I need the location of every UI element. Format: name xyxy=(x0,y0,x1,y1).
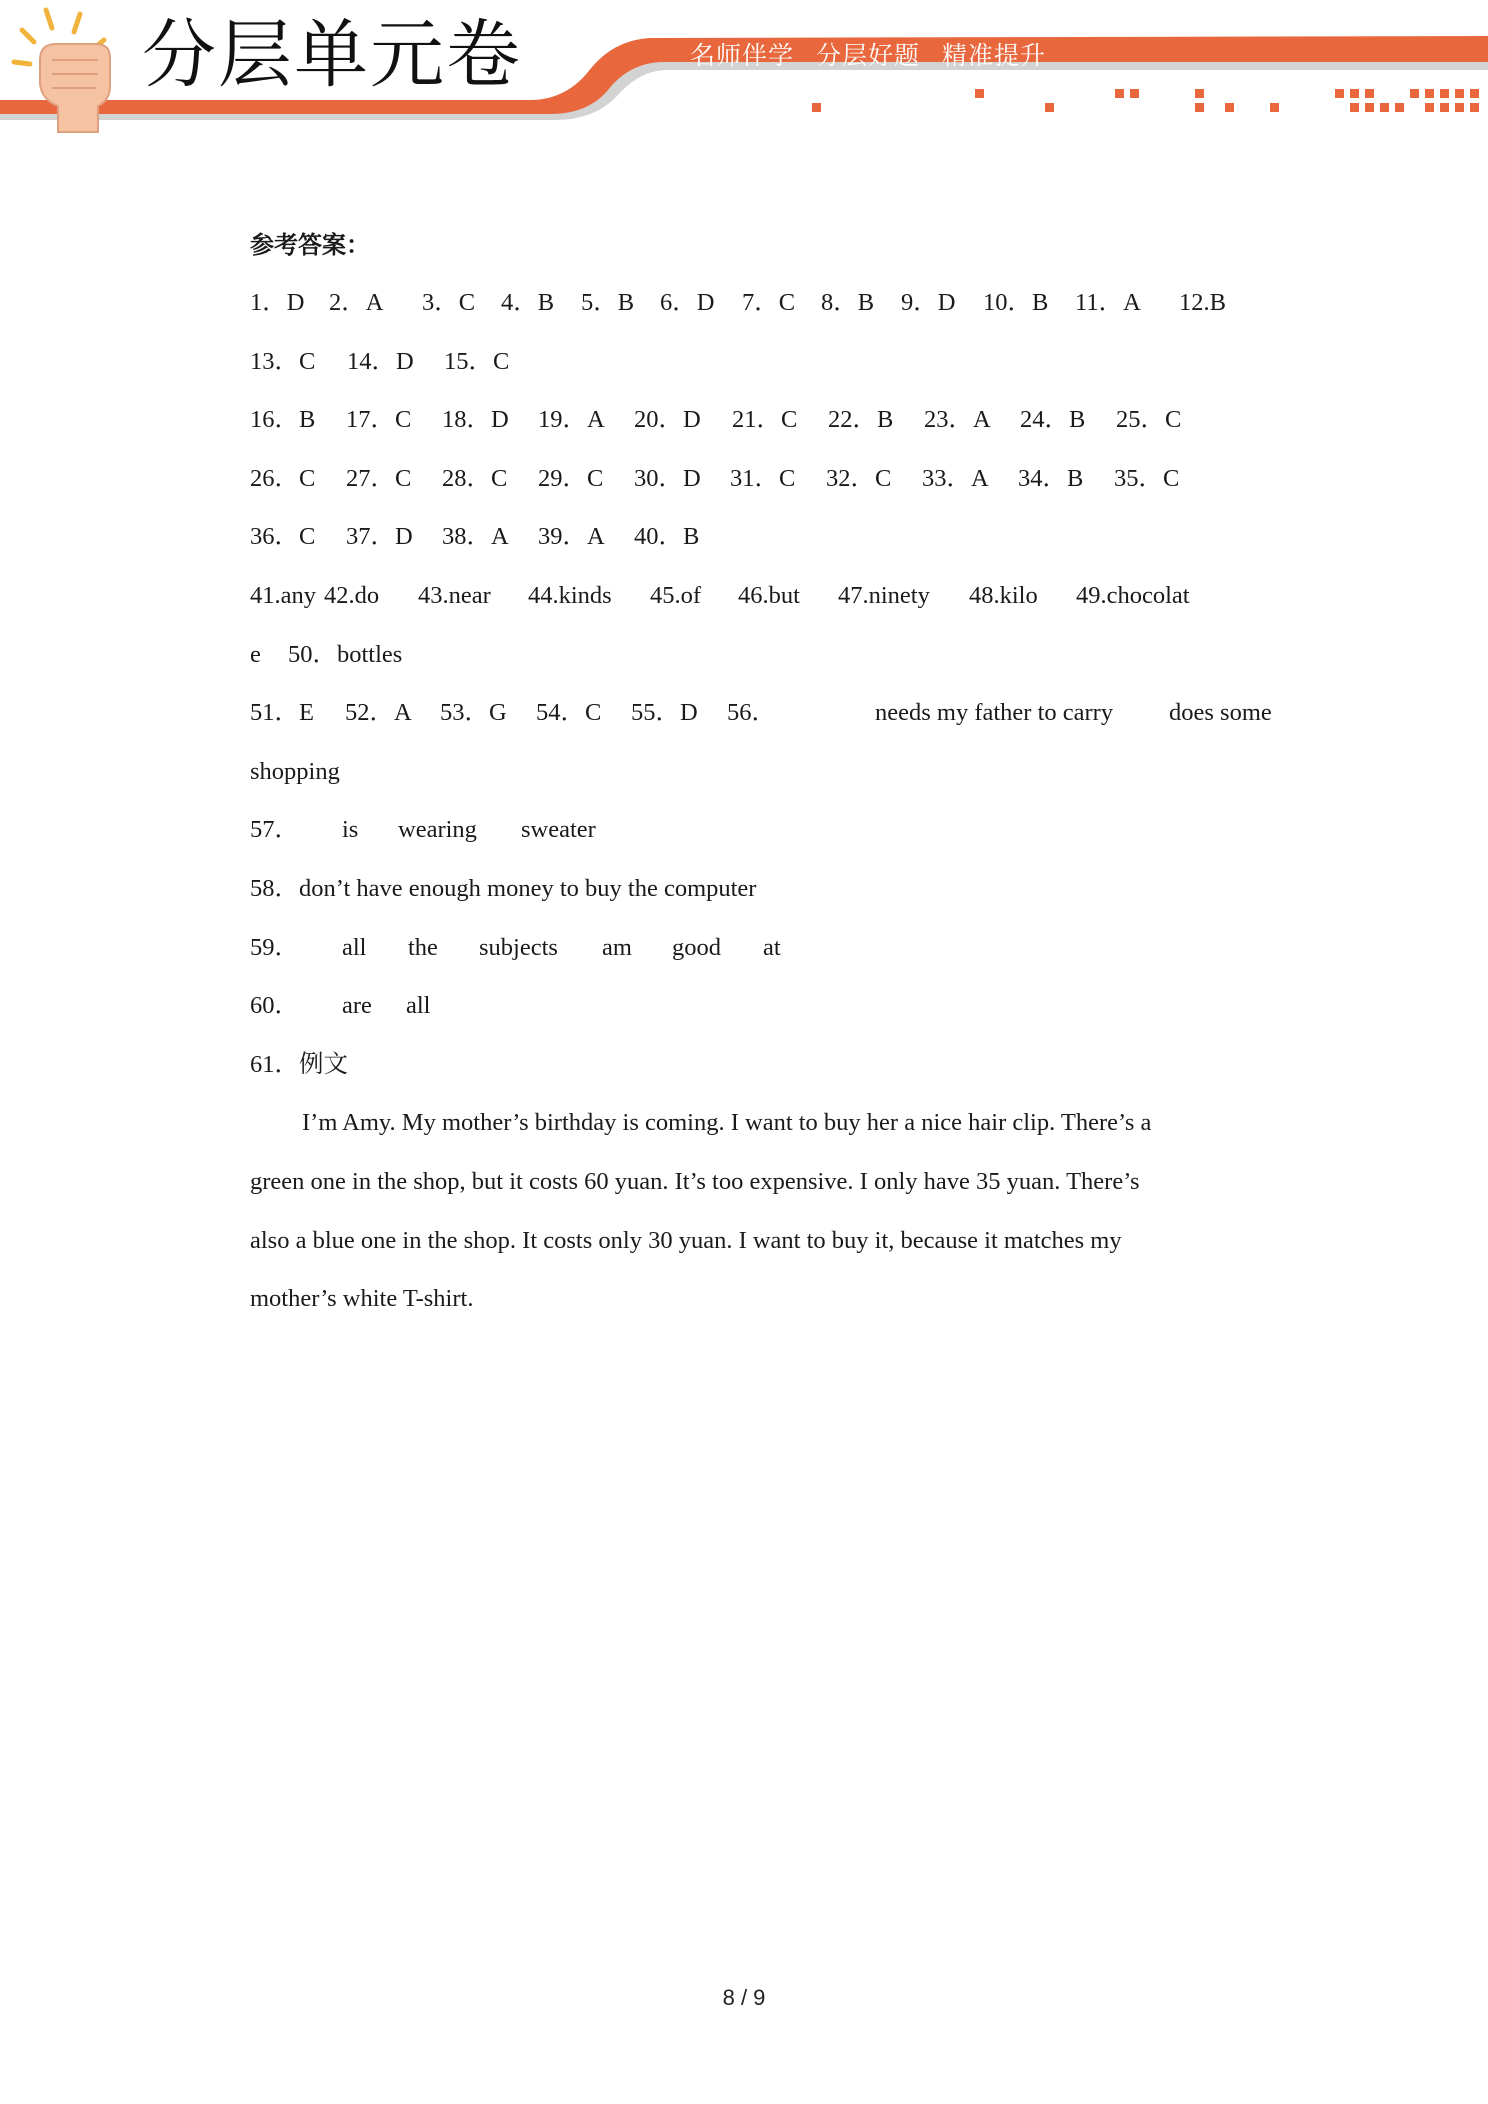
answer-item: 49.chocolat xyxy=(1076,581,1190,609)
answer-item: 28．C xyxy=(442,464,508,492)
answer-row xyxy=(250,977,1250,1036)
answer-item: 32．C xyxy=(826,464,892,492)
answer-item: 13．C xyxy=(250,347,316,375)
answer-item: 41.any xyxy=(250,581,316,609)
answer-row xyxy=(250,684,1272,743)
essay-line: mother’s white T-shirt. xyxy=(250,1285,474,1313)
answer-item: wearing xyxy=(398,816,477,844)
answer-item: 7．C xyxy=(742,289,796,316)
answer-item: 42.do xyxy=(324,581,380,609)
essay-line: I’m Amy. My mother’s birthday is coming. I want to buy her a nice hair clip. There’s a xyxy=(302,1109,1152,1137)
answer-item: at xyxy=(763,933,781,961)
answer-item: 15．C xyxy=(444,347,510,375)
answer-item: 1．D xyxy=(250,289,305,316)
essay-line: green one in the shop, but it costs 60 yuan. It’s too expensive. I only have 35 yuan. There’s xyxy=(250,1167,1140,1195)
answer-item: 29．C xyxy=(538,464,604,492)
answer-row xyxy=(250,450,1250,509)
essay-line: also a blue one in the shop. It costs only 30 yuan. I want to buy it, because it matches my xyxy=(250,1226,1122,1254)
answer-title: 参考答案： xyxy=(250,230,370,259)
slogan-item: 精准提升 xyxy=(942,41,1047,70)
answer-item: are xyxy=(342,992,372,1020)
answer-item: 9．D xyxy=(901,289,956,316)
answer-item: 31．C xyxy=(730,464,796,492)
brand-title: 分层单元卷 xyxy=(142,12,522,98)
answer-item: 3．C xyxy=(422,289,476,316)
answer-item: 59． xyxy=(250,933,299,961)
answer-item: 56． xyxy=(727,699,776,727)
answer-item: 53．G xyxy=(440,699,507,727)
answer-item: 17．C xyxy=(346,406,412,434)
answer-item: 38．A xyxy=(442,523,509,551)
answer-item: 55．D xyxy=(631,699,698,727)
answer-row xyxy=(250,333,1250,392)
answer-item: 26．C xyxy=(250,464,316,492)
answer-item: 12.B xyxy=(1179,289,1226,316)
answer-item: 19．A xyxy=(538,406,605,434)
answer-item: 25．C xyxy=(1116,406,1182,434)
answer-item: is xyxy=(342,816,359,844)
page-header xyxy=(0,0,1488,150)
slogan-item: 名师伴学 xyxy=(690,41,795,70)
answer-row xyxy=(250,626,1250,685)
answer-item: 35．C xyxy=(1114,464,1180,492)
answer-row xyxy=(250,743,1250,802)
answer-row xyxy=(250,508,1250,567)
answer-item: 5．B xyxy=(581,289,635,316)
answer-row xyxy=(250,567,1250,626)
answer-item: all xyxy=(342,933,367,961)
answer-item: 43.near xyxy=(418,581,491,609)
answer-row xyxy=(250,274,1250,333)
answer-item: 11．A xyxy=(1075,289,1141,316)
answer-item: 36．C xyxy=(250,523,316,551)
answer-item: 44.kinds xyxy=(528,581,612,609)
answer-item: the xyxy=(408,933,438,961)
answer-item: 52．A xyxy=(345,699,412,727)
answer-item: 54．C xyxy=(536,699,602,727)
answer-item: 22．B xyxy=(828,406,894,434)
answer-item: 14．D xyxy=(347,347,414,375)
answer-item: 50．bottles xyxy=(288,640,403,668)
answer-item: 30．D xyxy=(634,464,701,492)
answer-row xyxy=(250,391,1250,450)
answer-item: needs my father to carry xyxy=(875,699,1114,727)
answer-item: 40．B xyxy=(634,523,700,551)
answer-row xyxy=(250,1036,1250,1095)
answer-item: 2．A xyxy=(329,289,384,316)
answer-item: 34．B xyxy=(1018,464,1084,492)
answer-item: 6．D xyxy=(660,289,715,316)
answer-item: all xyxy=(406,992,431,1020)
page-number: 8 / 9 xyxy=(722,1985,766,2010)
answer-item: 27．C xyxy=(346,464,412,492)
answer-item: 16．B xyxy=(250,406,316,434)
answer-item: 51．E xyxy=(250,699,314,727)
answer-item: 33．A xyxy=(922,464,989,492)
answer-item: 4．B xyxy=(501,289,555,316)
answer-item: e xyxy=(250,640,261,668)
answer-row xyxy=(250,919,1250,978)
slogan-item: 分层好题 xyxy=(816,41,921,70)
answer-item: 10．B xyxy=(983,289,1049,316)
answer-item: subjects xyxy=(479,933,558,961)
answer-item: good xyxy=(672,933,721,961)
answer-row xyxy=(250,860,1250,919)
answer-item: shopping xyxy=(250,757,340,785)
answer-item: 21．C xyxy=(732,406,798,434)
answer-item: 8．B xyxy=(821,289,875,316)
answer-item: 58．don’t have enough money to buy the computer xyxy=(250,874,757,902)
answer-item: 48.kilo xyxy=(969,581,1038,609)
answer-key xyxy=(250,216,1272,1329)
answer-item: 45.of xyxy=(650,581,702,609)
answer-item: 46.but xyxy=(738,581,800,609)
answer-item: 39．A xyxy=(538,523,605,551)
sample-essay xyxy=(250,1094,1250,1328)
answer-item: 18．D xyxy=(442,406,509,434)
answer-item: 60． xyxy=(250,992,299,1020)
answer-item: sweater xyxy=(521,816,596,844)
answer-item: 20．D xyxy=(634,406,701,434)
answer-item: 47.ninety xyxy=(838,581,930,609)
answer-item: am xyxy=(602,933,632,961)
answer-row xyxy=(250,801,1250,860)
answer-item: 23．A xyxy=(924,406,991,434)
answer-item: 37．D xyxy=(346,523,413,551)
answer-item: does some xyxy=(1169,699,1272,727)
header-slogan xyxy=(690,36,1068,72)
answer-item: 61．例文 xyxy=(250,1050,348,1078)
answer-item: 57． xyxy=(250,816,299,844)
answer-item: 24．B xyxy=(1020,406,1086,434)
